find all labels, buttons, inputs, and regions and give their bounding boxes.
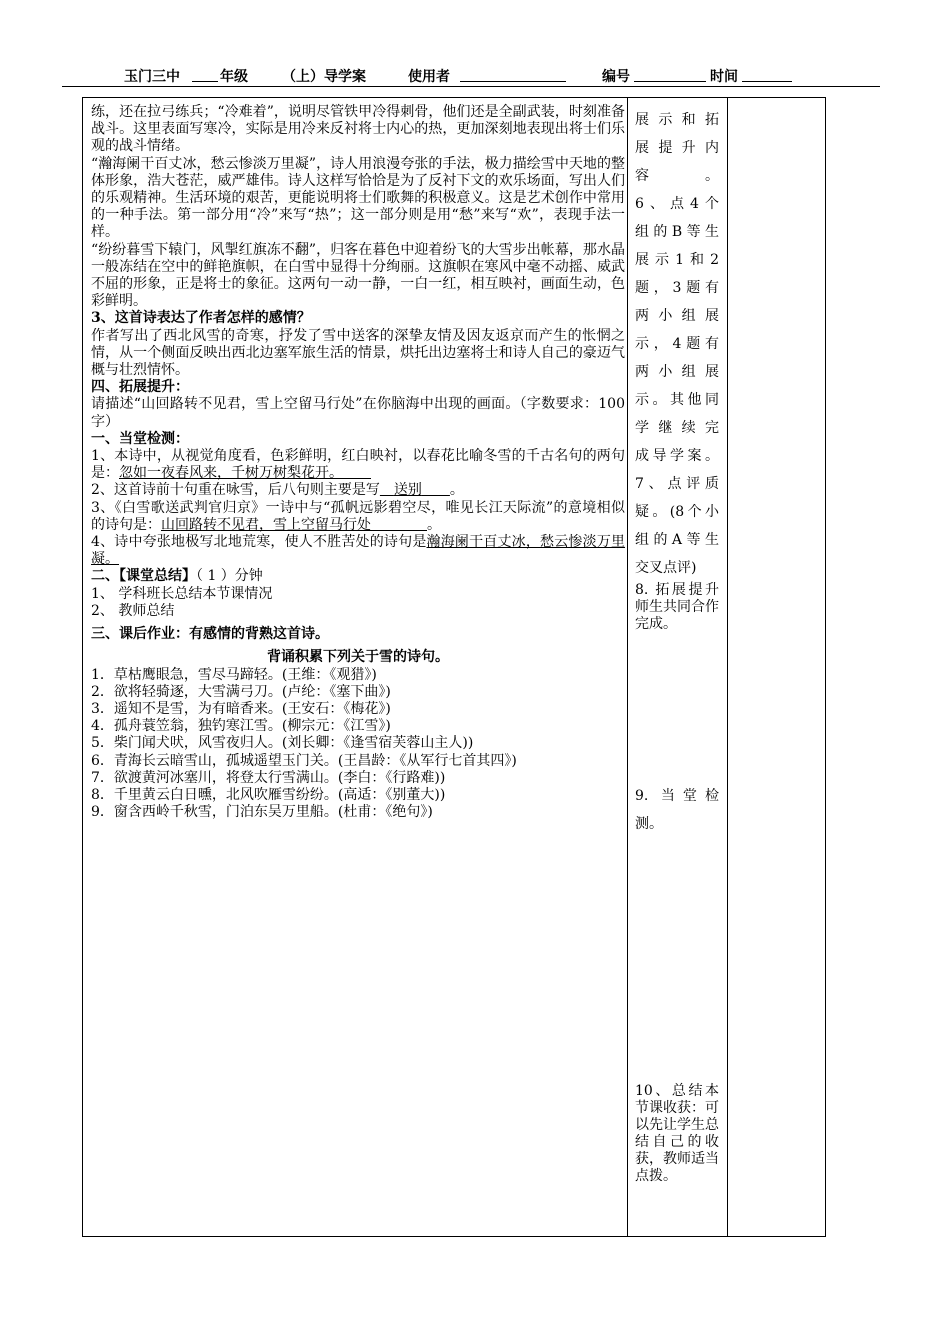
teacher-notes-2 — [635, 582, 719, 633]
poem-line: 7．欲渡黄河冰塞川，将登太行雪满山。(李白：《行路难)) — [91, 769, 446, 786]
section-heading: 二、【课堂总结】 — [91, 568, 196, 585]
teacher-note-line: 组的A等生 — [635, 532, 719, 548]
teacher-note-line: 容。 — [635, 168, 719, 184]
time-allotment: （ 1 ）分钟 — [196, 568, 263, 585]
teacher-note-line: 展示1和2 — [635, 252, 719, 268]
time-blank — [742, 66, 792, 82]
analysis-paragraph: “纷纷暮雪下辕门，风掣红旗冻不翻”，归客在暮色中迎着纷飞的大雪步出帐幕，那水晶一般冻结在空中的鲜艳旗帜，在白雪中显得十分绚丽。这旗帜在寒风中毫不动摇、威武不屈的形象，正是将士的象征。这两句一动一静，一白一红，相互映衬，画面生动，色彩鲜明。 — [91, 241, 625, 310]
test-item: 3、《白雪歌送武判官归京》一诗中与“孤帆远影碧空尽，唯见长江天际流”的意境相似的诗句是：山回路转不见君，雪上空留马行处 。 — [91, 499, 625, 533]
teacher-note-line: 示。其他同 — [635, 392, 719, 408]
teacher-note-line: 7、点评质 — [635, 476, 719, 492]
answer-underlined: 送别 — [393, 482, 422, 499]
column-divider — [627, 98, 628, 1236]
teacher-notes-4 — [635, 1083, 719, 1185]
user-blank — [460, 66, 566, 82]
main-content — [91, 104, 625, 821]
poem-list — [91, 667, 625, 822]
teacher-note-line: 展示和拓 — [635, 112, 719, 128]
school-name: 玉门三中 — [124, 69, 180, 85]
poem-line: 6．青海长云暗雪山，孤城遥望玉门关。(王昌龄：《从军行七首其四》) — [91, 752, 517, 769]
summary-item: 2、 教师总结 — [91, 602, 175, 619]
answer-underlined: 山回路转不见君，雪上空留马行处 — [161, 516, 371, 533]
teacher-note-line: 9. 当堂检 — [635, 788, 719, 804]
answer-underlined: 瀚海阑干百丈冰，愁云惨淡万里凝。 — [91, 534, 626, 568]
poem-line: 2．欲将轻骑逐，大雪满弓刀。(卢纶：《塞下曲》) — [91, 683, 391, 700]
teacher-note-line: 8. 拓展提升 — [635, 582, 719, 598]
lesson-table — [82, 97, 826, 1237]
section-heading: 一、当堂检测： — [91, 430, 189, 447]
section-text: 请描述“山回路转不见君，雪上空留马行处”在你脑海中出现的画面。（字数要求：100字） — [91, 396, 625, 430]
poem-line: 9．窗含西岭千秋雪，门泊东吴万里船。(杜甫：《绝句》) — [91, 804, 433, 821]
teacher-note-line: 成导学案。 — [635, 448, 719, 464]
teacher-note-line: 6、点4个 — [635, 196, 719, 212]
teacher-note-line: 两小组展 — [635, 308, 719, 324]
page-header — [62, 64, 880, 87]
semester-label: （上）导学案 — [282, 69, 366, 85]
teacher-note-line: 10、总结本节课收获：可以先让学生总结自己的收获，教师适当点拨。 — [635, 1083, 719, 1184]
teacher-note-line: 学继续完 — [635, 420, 719, 436]
test-item: 2、这首诗前十句重在咏雪，后八句则主要是写 送别 。 — [91, 482, 464, 499]
answer-underlined: 忽如一夜春风来，千树万树梨花开。 — [119, 465, 343, 482]
column-divider — [727, 98, 728, 1236]
teacher-note-line: 疑。(8个小 — [635, 504, 719, 520]
number-blank — [634, 66, 706, 82]
grade-blank — [192, 66, 218, 82]
teacher-note-line: 题，3题有 — [635, 280, 719, 296]
question-heading: 3、这首诗表达了作者怎样的感情？ — [91, 310, 311, 327]
teacher-note-line: 示，4题有 — [635, 336, 719, 352]
teacher-notes-1 — [635, 106, 719, 582]
poem-line: 4．孤舟蓑笠翁，独钓寒江雪。(柳宗元：《江雪》) — [91, 718, 391, 735]
teacher-note-line: 师生共同合作完成。 — [635, 599, 719, 632]
poem-line: 8．千里黄云白日曛，北风吹雁雪纷纷。(高适：《别董大)) — [91, 786, 446, 803]
teacher-note-line: 测。 — [635, 816, 663, 832]
time-label: 时间 — [710, 69, 738, 85]
poems-title: 背诵积累下列关于雪的诗句。 — [267, 649, 449, 666]
teacher-note-line: 两小组展 — [635, 364, 719, 380]
poem-line: 1．草枯鹰眼急，雪尽马蹄轻。(王维：《观猎》) — [91, 666, 377, 683]
grade-label: 年级 — [220, 69, 248, 85]
teacher-notes-3 — [635, 782, 719, 838]
question-answer: 作者写出了西北风雪的奇寒，抒发了雪中送客的深挚友情及因友返京而产生的怅惘之情，从一个侧面反映出西北边塞军旅生活的情景，烘托出边塞将士和诗人自己的豪迈气概与壮烈情怀。 — [91, 327, 625, 379]
teacher-note-line: 组的B等生 — [635, 224, 719, 240]
teacher-note-line: 交叉点评) — [635, 560, 697, 576]
test-item: 1、本诗中，从视觉角度看，色彩鲜明，红白映衬，以春花比喻冬雪的千古名句的两句是：忽如一夜春风来，千树万树梨花开。 — [91, 448, 625, 482]
number-label: 编号 — [602, 69, 630, 85]
poem-line: 5．柴门闻犬吠，风雪夜归人。(刘长卿：《逢雪宿芙蓉山主人)) — [91, 735, 474, 752]
section-heading: 四、拓展提升： — [91, 379, 189, 396]
homework-heading: 三、课后作业：有感情的背熟这首诗。 — [91, 626, 329, 643]
test-item: 4、诗中夸张地极写北地荒寒，使人不胜苦处的诗句是瀚海阑干百丈冰，愁云惨淡万里凝。 — [91, 534, 626, 568]
poem-line: 3．遥知不是雪，为有暗香来。(王安石：《梅花》) — [91, 700, 391, 717]
user-label: 使用者 — [408, 69, 450, 85]
teacher-note-line: 展提升内 — [635, 140, 719, 156]
summary-item: 1、 学科班长总结本节课情况 — [91, 585, 273, 602]
analysis-paragraph: “瀚海阑干百丈冰，愁云惨淡万里凝”，诗人用浪漫夸张的手法，极力描绘雪中天地的整体形象，浩大苍茫，威严雄伟。诗人这样写恰恰是为了反衬下文的欢乐场面，写出人们的乐观精神。生活环境的艰苦，更能说明将士们歌舞的积极意义。这是艺术创作中常用的一种手法。第一部分用“冷”来写“热”；这一部分则是用“愁”来写“欢”，表现手法一样。 — [91, 155, 625, 241]
analysis-paragraph: 练，还在拉弓练兵；“冷难着”，说明尽管铁甲冷得刺骨，他们还是全副武装，时刻准备战斗。这里表面写寒冷，实际是用冷来反衬将士内心的热，更加深刻地表现出将士们乐观的战斗情绪。 — [91, 104, 625, 155]
